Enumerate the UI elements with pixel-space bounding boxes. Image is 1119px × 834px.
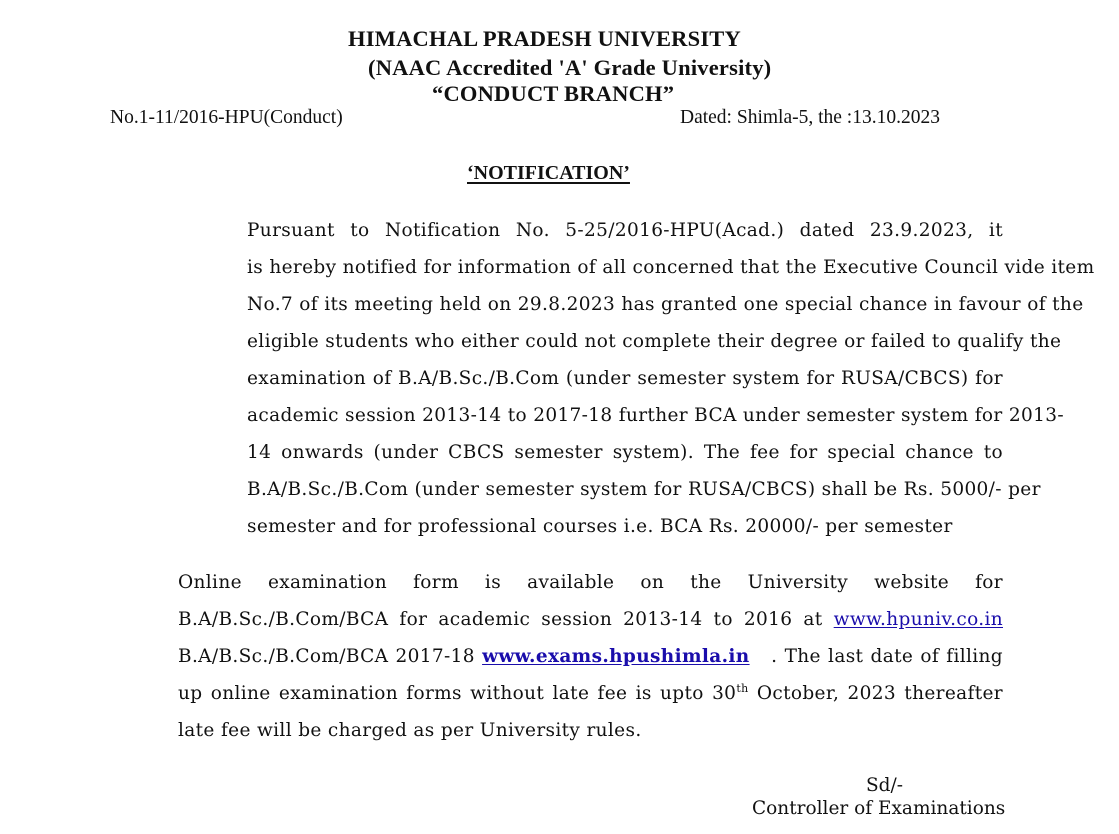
paragraph-online-form [110,564,1003,749]
signatory-designation: Controller of Examinations [752,798,1006,819]
paragraph-text: B.A/B.Sc./B.Com/BCA for academic session 2013-14 to 2016 at [178,609,823,630]
paragraph-special-chance [110,212,1095,545]
paragraph-line [110,601,1003,638]
signature-mark: Sd/- [866,775,903,796]
notification-title: ‘NOTIFICATION’ [467,162,630,184]
reference-number: No.1-11/2016-HPU(Conduct) [110,107,343,128]
paragraph-line: 14 onwards (under CBCS semester system). The fee for special chance to [247,442,1003,463]
paragraph-text: B.A/B.Sc./B.Com/BCA 2017-18 [178,646,475,667]
paragraph-line [110,675,1003,712]
paragraph-text: October, 2023 thereafter [756,683,1003,704]
paragraph-line: academic session 2013-14 to 2017-18 further BCA under semester system for 2013- [247,405,1064,426]
paragraph-line: eligible students who either could not complete their degree or failed to qualify the [247,331,1062,352]
paragraph-text: up online examination forms without late fee is upto 30 [178,683,737,704]
university-name: HIMACHAL PRADESH UNIVERSITY [348,26,741,51]
paragraph-line: late fee will be charged as per University rules. [178,720,642,741]
branch-name: “CONDUCT BRANCH” [432,81,675,106]
paragraph-line: Pursuant to Notification No. 5-25/2016-HPU(Acad.) dated 23.9.2023, it [247,220,1003,241]
paragraph-text: . The last date of filling [771,646,1003,667]
paragraph-line: is hereby notified for information of all concerned that the Executive Council vide item [247,257,1095,278]
paragraph-line [110,638,1003,675]
accreditation-line: (NAAC Accredited 'A' Grade University) [368,55,772,80]
exams-website-link[interactable]: www.exams.hpushimla.in [482,646,750,667]
paragraph-line: B.A/B.Sc./B.Com (under semester system for RUSA/CBCS) shall be Rs. 5000/- per [247,479,1041,500]
date-line: Dated: Shimla-5, the :13.10.2023 [680,107,940,128]
hpuniv-website-link[interactable]: www.hpuniv.co.in [833,609,1003,630]
paragraph-line: Online examination form is available on the University website for [178,572,1003,593]
ordinal-suffix: th [736,681,749,695]
paragraph-line: No.7 of its meeting held on 29.8.2023 has granted one special chance in favour of the [247,294,1084,315]
paragraph-line: semester and for professional courses i.e. BCA Rs. 20000/- per semester [247,516,953,537]
paragraph-line: examination of B.A/B.Sc./B.Com (under semester system for RUSA/CBCS) for [247,368,1003,389]
